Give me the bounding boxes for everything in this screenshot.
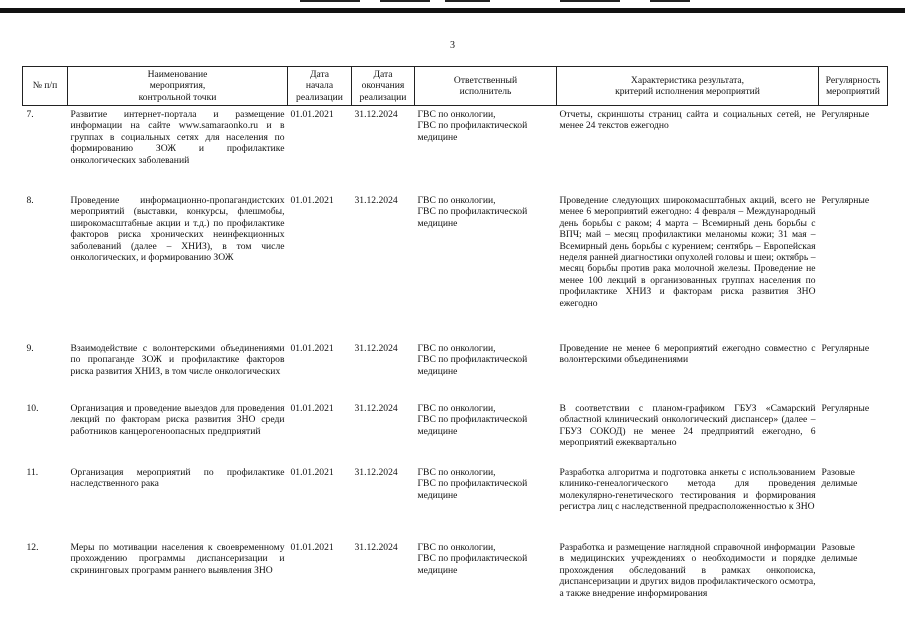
row-result: Отчеты, скриншоты страниц сайта и социальных сетей, не менее 24 текстов ежегодно [559, 109, 816, 132]
row-number: 7. [26, 109, 34, 120]
row-name: Организация мероприятий по профилактике наследственного рака [70, 467, 285, 490]
row-result: Проведение не менее 6 мероприятий ежегодно совместно с волонтерскими объединениями [559, 343, 816, 366]
table-row [23, 340, 888, 400]
header-executor: Ответственный исполнитель [415, 67, 557, 106]
row-result: Разработка алгоритма и подготовка анкеты с использованием клинико-генеалогического метода для проведения молекулярно-генетического тестирования и формирования регистра лиц с наследственной предрасположенностью к ЗНО [559, 467, 816, 513]
measures-table [22, 66, 888, 622]
row-start-date: 01.01.2021 [290, 467, 334, 478]
row-number: 10. [26, 403, 39, 414]
header-end-date: Дата окончания реализации [352, 67, 415, 106]
header-number: № п/п [23, 67, 68, 106]
row-end-date: 31.12.2024 [354, 542, 398, 553]
row-name: Организация и проведение выездов для проведения лекций по факторам риска развития ЗНО среди работников канцерогеноопасных предприятий [70, 403, 285, 437]
row-regularity: Регулярные [821, 403, 870, 414]
row-start-date: 01.01.2021 [290, 403, 334, 414]
row-executor: ГВС по онкологии, ГВС по профилактической медицине [417, 403, 528, 437]
row-name: Проведение информационно-пропагандистских мероприятий (выставки, конкурсы, флешмобы, широкомасштабные акции и т.д.) по профилактике факторов риска хронических неинфекционных заболеваний (далее – ХНИЗ), в том числе онкологических, и формированию ЗОЖ [70, 195, 285, 264]
row-number: 9. [26, 343, 34, 354]
scan-top-border [0, 8, 905, 13]
row-executor: ГВС по онкологии, ГВС по профилактической медицине [417, 195, 528, 229]
row-name: Взаимодействие с волонтерскими объединениями по пропаганде ЗОЖ и профилактике факторов риска развития ХНИЗ, в том числе онкологических [70, 343, 285, 377]
row-start-date: 01.01.2021 [290, 542, 334, 553]
table-row [23, 464, 888, 539]
row-start-date: 01.01.2021 [290, 343, 334, 354]
row-number: 12. [26, 542, 39, 553]
header-regularity: Регулярность мероприятий [819, 67, 888, 106]
row-result: Разработка и размещение наглядной справочной информации в медицинских учреждениях о необходимости и порядке прохождения обследований в рамках онкопоиска, диспансеризации и других видов профилактического осмотра, а также внедрение информирования [559, 542, 816, 599]
table-row [23, 400, 888, 464]
header-result: Характеристика результата, критерий исполнения мероприятий [557, 67, 819, 106]
row-number: 8. [26, 195, 34, 206]
row-start-date: 01.01.2021 [290, 109, 334, 120]
row-start-date: 01.01.2021 [290, 195, 334, 206]
row-end-date: 31.12.2024 [354, 467, 398, 478]
row-regularity: Регулярные [821, 343, 870, 354]
table-header-row [23, 67, 888, 106]
row-regularity: Регулярные [821, 195, 870, 206]
row-regularity: Регулярные [821, 109, 870, 120]
row-end-date: 31.12.2024 [354, 343, 398, 354]
row-end-date: 31.12.2024 [354, 109, 398, 120]
row-executor: ГВС по онкологии, ГВС по профилактической медицине [417, 542, 528, 576]
row-end-date: 31.12.2024 [354, 403, 398, 414]
table-row [23, 106, 888, 193]
table-row [23, 539, 888, 622]
row-end-date: 31.12.2024 [354, 195, 398, 206]
row-executor: ГВС по онкологии, ГВС по профилактической медицине [417, 109, 528, 143]
header-start-date: Дата начала реализации [288, 67, 352, 106]
row-name: Меры по мотивации населения к своевременному прохождению программы диспансеризации и скрининговых программ раннего выявления ЗНО [70, 542, 285, 576]
page-number: 3 [450, 40, 455, 51]
row-result: Проведение следующих широкомасштабных акций, всего не менее 6 мероприятий ежегодно: 4 февраля – Международный день борьбы с раком; 4 марта – Всемирный день борьбы с ВПЧ; май – месяц профилактики меланомы кожи; 31 мая – Всемирный день борьбы с курением; сентябрь – Европейская неделя ранней диагностики опухолей головы и шеи; октябрь – месяц борьбы против рака молочной железы. Проведение не менее 100 лекций в организованных группах населения по профилактике ХНИЗ и факторам риска развития ЗНО ежегодно [559, 195, 816, 309]
table-row [23, 192, 888, 340]
row-executor: ГВС по онкологии, ГВС по профилактической медицине [417, 343, 528, 377]
row-number: 11. [26, 467, 39, 478]
row-regularity: Разовые делимые [821, 542, 858, 565]
row-name: Развитие интернет-портала и размещение информации на сайте www.samaraonko.ru и в группах в социальных сетях для населения по формированию ЗОЖ и профилактике онкологических заболеваний [70, 109, 285, 166]
row-regularity: Разовые делимые [821, 467, 858, 490]
row-executor: ГВС по онкологии, ГВС по профилактической медицине [417, 467, 528, 501]
header-name: Наименование мероприятия, контрольной точки [68, 67, 288, 106]
row-result: В соответствии с планом-графиком ГБУЗ «Самарский областной клинический онкологический диспансер» (далее – ГБУЗ СОКОД) не менее 24 предприятий ежегодно, 6 мероприятий ежеквартально [559, 403, 816, 449]
